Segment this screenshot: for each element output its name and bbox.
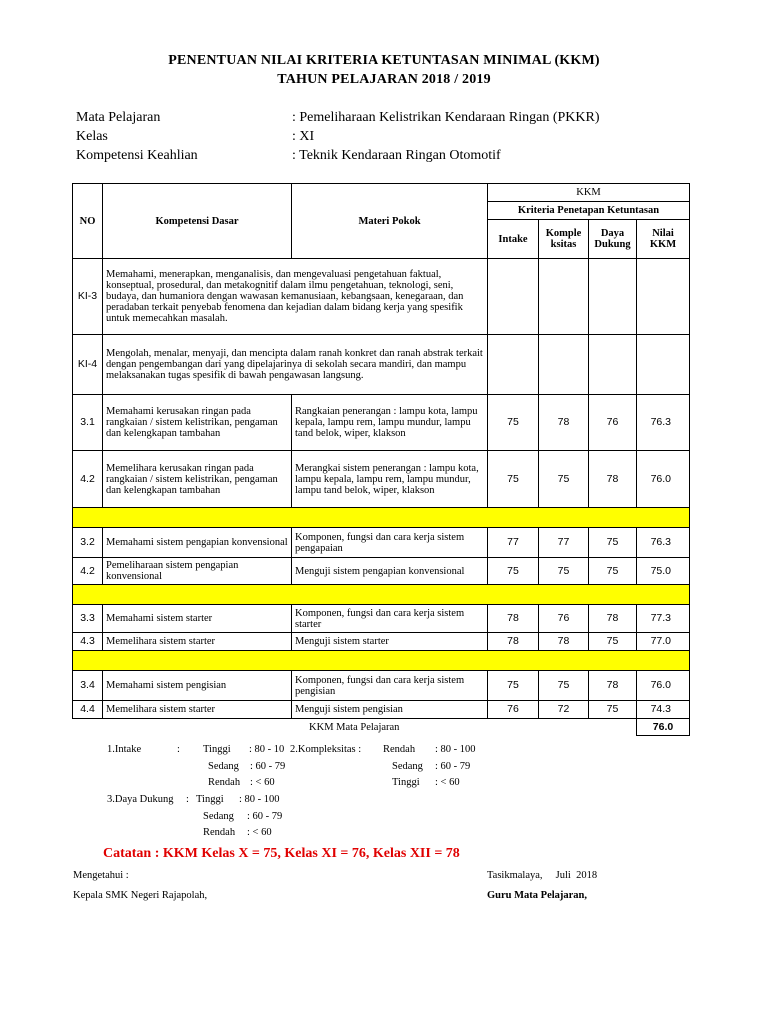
kd-text: Memelihara sistem starter: [103, 633, 292, 651]
kd-text: Pemeliharaan sistem pengapian konvensional: [103, 558, 292, 585]
ki-number: KI-3: [73, 259, 103, 335]
header-kompetensi-dasar: Kompetensi Dasar: [103, 184, 292, 259]
meta-value: : Teknik Kendaraan Ringan Otomotif: [292, 148, 501, 163]
materi-text: Menguji sistem starter: [292, 633, 488, 651]
header-materi-pokok: Materi Pokok: [292, 184, 488, 259]
legend-intake-colon: :: [177, 744, 180, 755]
kompleksitas-value: 75: [539, 671, 589, 701]
materi-text: Komponen, fungsi dan cara kerja sistem pengapaian: [292, 528, 488, 558]
nilai-kkm-value: 76.3: [637, 395, 690, 451]
daya-dukung-value: 75: [589, 528, 637, 558]
intake-value: 77: [488, 528, 539, 558]
legend-intake-title: 1.Intake: [107, 744, 142, 755]
kd-number: 4.4: [73, 701, 103, 719]
kd-text: Memahami kerusakan ringan pada rangkaian / sistem kelistrikan, pengaman dan kelengkapan tambahan: [103, 395, 292, 451]
kd-text: Memahami sistem pengapian konvensional: [103, 528, 292, 558]
intake-value: 75: [488, 451, 539, 508]
kd-text: Memahami sistem starter: [103, 605, 292, 633]
section-separator: [73, 585, 690, 605]
meta-label: Kompetensi Keahlian: [76, 148, 198, 163]
intake-value: 78: [488, 605, 539, 633]
legend-dd-sedang: Sedang: [203, 811, 234, 822]
table-row: [73, 528, 690, 558]
intake-value: 78: [488, 633, 539, 651]
kd-text: Memahami sistem pengisian: [103, 671, 292, 701]
kd-number: 4.2: [73, 558, 103, 585]
header-kkm: KKM: [488, 184, 690, 202]
legend-intake-sedang-range: : 60 - 79: [250, 761, 286, 772]
page-title: PENENTUAN NILAI KRITERIA KETUNTASAN MINIMAL (KKM): [168, 53, 600, 68]
header-kriteria: Kriteria Penetapan Ketuntasan: [488, 202, 690, 220]
table-footer-row: [73, 719, 690, 736]
kd-number: 4.2: [73, 451, 103, 508]
materi-text: Rangkaian penerangan : lampu kota, lampu kepala, lampu rem, lampu mundur, lampu tand belok, wiper, klakson: [292, 395, 488, 451]
kd-text: Memelihara kerusakan ringan pada rangkaian / sistem kelistrikan, pengaman dan kelengkapan tambahan: [103, 451, 292, 508]
table-row: [73, 395, 690, 451]
nilai-kkm-value: 77.0: [637, 633, 690, 651]
ki-number: KI-4: [73, 335, 103, 395]
kd-number: 3.2: [73, 528, 103, 558]
kompleksitas-value: 78: [539, 395, 589, 451]
kd-number: 3.3: [73, 605, 103, 633]
header-kompleksitas: Komple ksitas: [539, 220, 589, 259]
nilai-kkm-value: 76.0: [637, 451, 690, 508]
daya-dukung-value: 78: [589, 451, 637, 508]
mengetahui-label: Mengetahui :: [73, 870, 129, 881]
guru-label: Guru Mata Pelajaran,: [487, 890, 588, 901]
intake-value: 75: [488, 395, 539, 451]
legend-intake-tinggi: Tinggi: [203, 744, 231, 755]
table-row: [73, 558, 690, 585]
materi-text: Komponen, fungsi dan cara kerja sistem pengisian: [292, 671, 488, 701]
header-intake: Intake: [488, 220, 539, 259]
legend-komp-rendah: Rendah: [383, 744, 416, 755]
daya-dukung-value: 76: [589, 395, 637, 451]
legend-dd-title: 3.Daya Dukung: [107, 794, 174, 805]
daya-dukung-value: 75: [589, 633, 637, 651]
section-separator: [73, 508, 690, 528]
ki-text: Mengolah, menalar, menyaji, dan mencipta dalam ranah konkret dan ranah abstrak terkait dengan pengembangan dari yang dipelajarinya di sekolah secara mandiri, dan mampu melaksanakan tugas spesifik di bawah pengawasan langsung.: [103, 335, 488, 395]
legend-dd-rendah-range: : < 60: [247, 827, 272, 838]
kompleksitas-value: 78: [539, 633, 589, 651]
legend-komp-sedang-range: : 60 - 79: [435, 761, 471, 772]
legend-dd-tinggi-range: : 80 - 100: [239, 794, 280, 805]
intake-value: 76: [488, 701, 539, 719]
header-nilai-kkm: Nilai KKM: [637, 220, 690, 259]
kkm-mapel-value: 76.0: [637, 719, 690, 736]
legend-komp-rendah-range: : 80 - 100: [435, 744, 476, 755]
table-row: [73, 671, 690, 701]
daya-dukung-value: 75: [589, 558, 637, 585]
legend-komp-sedang: Sedang: [392, 761, 423, 772]
legend-kompleksitas-title: 2.Kompleksitas :: [290, 744, 362, 755]
daya-dukung-value: 78: [589, 671, 637, 701]
kompleksitas-value: 77: [539, 528, 589, 558]
nilai-kkm-value: 77.3: [637, 605, 690, 633]
legend-dd-colon: :: [186, 794, 189, 805]
nilai-kkm-value: 76.3: [637, 528, 690, 558]
legend-intake-sedang: Sedang: [208, 761, 239, 772]
daya-dukung-value: 75: [589, 701, 637, 719]
catatan-note: Catatan : KKM Kelas X = 75, Kelas XI = 76, Kelas XII = 78: [103, 846, 460, 861]
materi-text: Menguji sistem pengisian: [292, 701, 488, 719]
kkm-table: [72, 183, 690, 736]
nilai-kkm-value: 74.3: [637, 701, 690, 719]
table-row: [73, 335, 690, 395]
section-separator: [73, 651, 690, 671]
table-row: [73, 605, 690, 633]
meta-label: Mata Pelajaran: [76, 110, 161, 125]
nilai-kkm-value: 76.0: [637, 671, 690, 701]
kd-text: Memelihara sistem starter: [103, 701, 292, 719]
daya-dukung-value: 78: [589, 605, 637, 633]
materi-text: Menguji sistem pengapian konvensional: [292, 558, 488, 585]
kompleksitas-value: 72: [539, 701, 589, 719]
meta-label: Kelas: [76, 129, 108, 144]
intake-value: 75: [488, 671, 539, 701]
materi-text: Komponen, fungsi dan cara kerja sistem starter: [292, 605, 488, 633]
header-daya-dukung: Daya Dukung: [589, 220, 637, 259]
kompleksitas-value: 76: [539, 605, 589, 633]
legend-intake-tinggi-range: : 80 - 10: [249, 744, 285, 755]
materi-text: Merangkai sistem penerangan : lampu kota, lampu kepala, lampu rem, lampu mundur, lampu tand belok, wiper, klakson: [292, 451, 488, 508]
kompleksitas-value: 75: [539, 558, 589, 585]
kompleksitas-value: 75: [539, 451, 589, 508]
legend-komp-tinggi-range: : < 60: [435, 777, 460, 788]
legend-dd-tinggi: Tinggi: [196, 794, 224, 805]
intake-value: 75: [488, 558, 539, 585]
place-date: Tasikmalaya, Juli 2018: [487, 870, 598, 881]
legend-komp-tinggi: Tinggi: [392, 777, 420, 788]
ki-text: Memahami, menerapkan, menganalisis, dan mengevaluasi pengetahuan faktual, konseptual, prosedural, dan metakognitif dalam ilmu pengetahuan, teknologi, seni, budaya, dan humaniora dengan wawasan kemanusiaan, kebangsaan, kenegaraan, dan peradaban terkait penyebab fenomena dan kejadian dalam bidang kerja yang spesifik untuk memecahkan masalah.: [103, 259, 488, 335]
legend-intake-rendah: Rendah: [208, 777, 241, 788]
legend-intake-rendah-range: : < 60: [250, 777, 275, 788]
page-subtitle: TAHUN PELAJARAN 2018 / 2019: [277, 72, 491, 87]
kepala-sekolah-label: Kepala SMK Negeri Rajapolah,: [73, 890, 208, 901]
kd-number: 4.3: [73, 633, 103, 651]
kkm-mapel-label: KKM Mata Pelajaran: [73, 719, 637, 736]
table-row: [73, 259, 690, 335]
table-row: [73, 633, 690, 651]
meta-value: : XI: [292, 129, 315, 144]
legend-dd-rendah: Rendah: [203, 827, 236, 838]
kd-number: 3.4: [73, 671, 103, 701]
table-row: [73, 701, 690, 719]
header-no: NO: [73, 184, 103, 259]
kd-number: 3.1: [73, 395, 103, 451]
nilai-kkm-value: 75.0: [637, 558, 690, 585]
table-row: [73, 451, 690, 508]
legend-dd-sedang-range: : 60 - 79: [247, 811, 283, 822]
meta-value: : Pemeliharaan Kelistrikan Kendaraan Ringan (PKKR): [292, 110, 600, 125]
